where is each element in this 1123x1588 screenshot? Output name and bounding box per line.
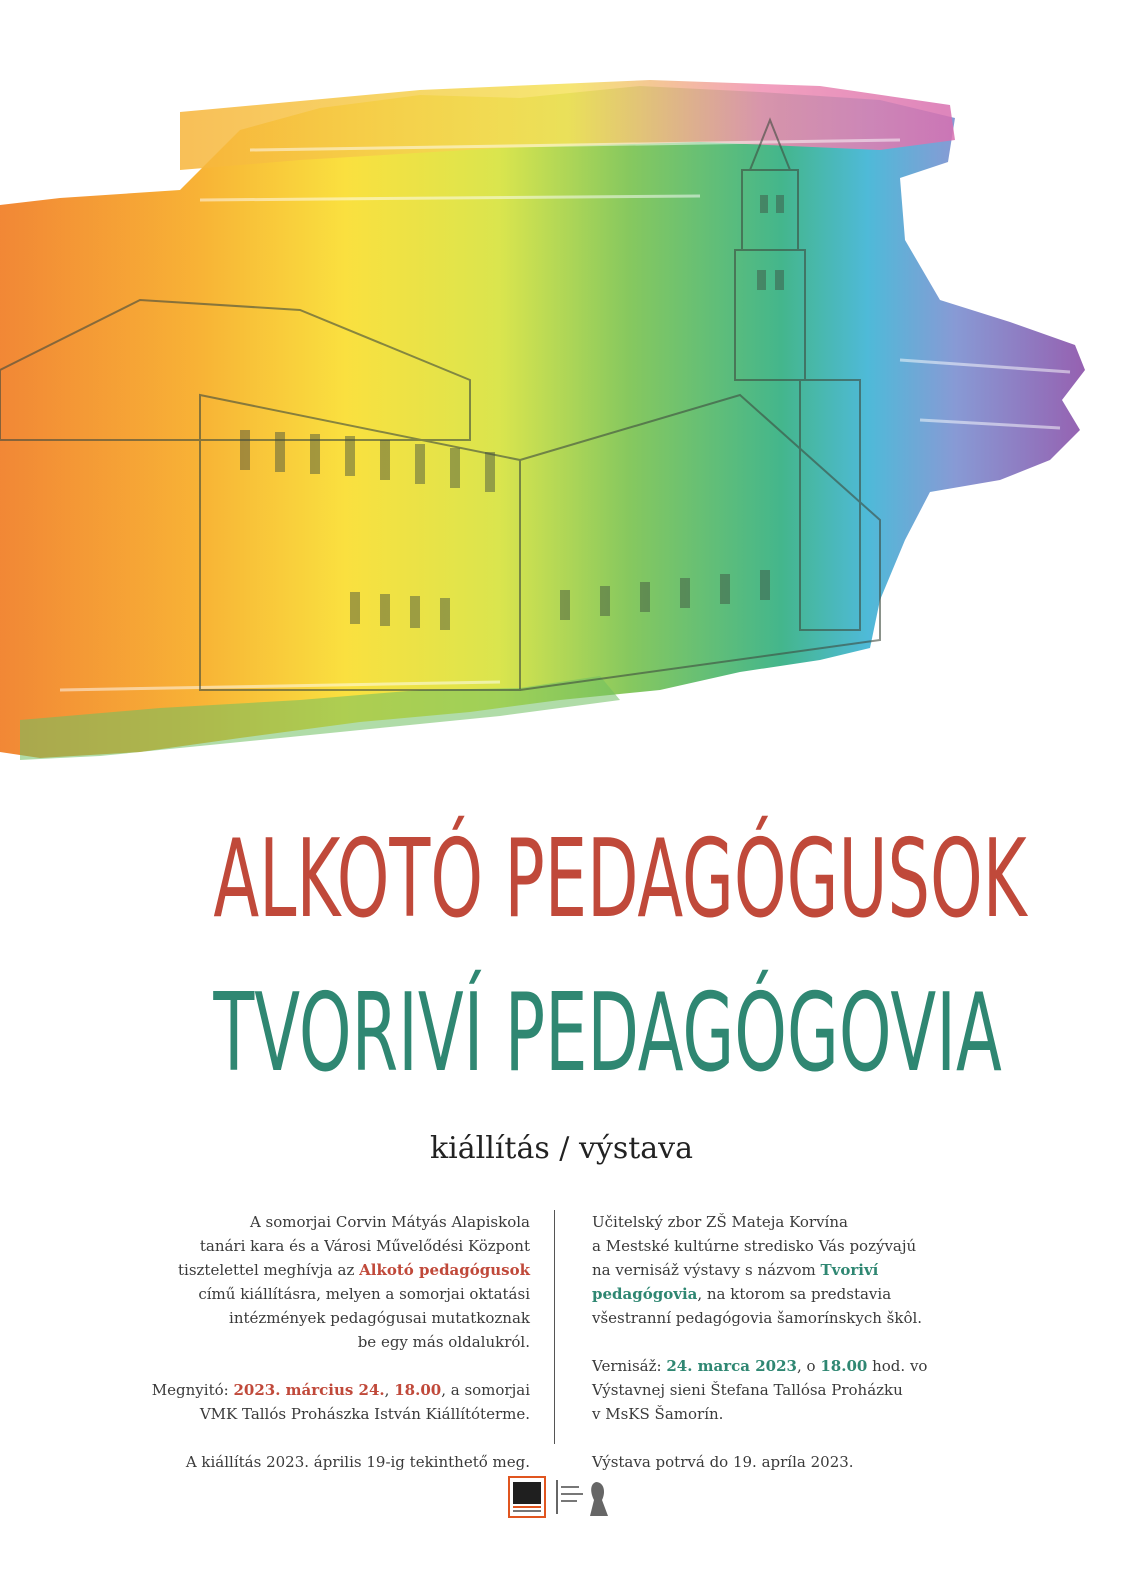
hungarian-invitation-paragraph: A somorjai Corvin Mátyás Alapiskola tanári kara és a Városi Művelődési Központ tisztelettel meghívja az Alkotó pedagógusok című kiállításra, melyen a somorjai oktatási intézmények pedagógusai mutatkoznak be egy más oldalukról. <box>178 1213 530 1351</box>
opening-date-hu: 2023. március 24. <box>233 1381 385 1399</box>
exhibition-name-sk-1: Tvoriví <box>820 1261 879 1279</box>
title-hungarian: ALKOTÓ PEDAGÓGUSOK <box>213 817 1027 942</box>
hungarian-duration-paragraph: A kiállítás 2023. április 19-ig tekinthető meg. <box>185 1453 530 1471</box>
title-slovak: TVORIVÍ PEDAGÓGOVIA <box>213 971 1002 1096</box>
opening-date-sk: 24. marca 2023 <box>666 1357 797 1375</box>
column-divider <box>554 1210 555 1444</box>
subtitle: kiállítás / výstava <box>429 1131 694 1166</box>
slovak-opening-paragraph: Vernisáž: 24. marca 2023, o 18.00 hod. vo Výstavnej sieni Štefana Tallósa Proházku v MsKS Šamorín. <box>592 1357 928 1423</box>
slovak-text-column <box>592 1210 1012 1498</box>
exhibition-name-hu: Alkotó pedagógusok <box>359 1261 530 1279</box>
exhibition-name-sk-2: pedagógovia <box>592 1285 698 1303</box>
sponsor-logos <box>508 1476 618 1524</box>
hungarian-text-column <box>110 1210 530 1498</box>
slovak-duration-paragraph: Výstava potrvá do 19. apríla 2023. <box>592 1453 854 1471</box>
opening-time-hu: 18.00 <box>394 1381 442 1399</box>
slovak-invitation-paragraph: Učitelský zbor ZŠ Mateja Korvína a Mestské kultúrne stredisko Vás pozývajú na vernisáž výstavy s názvom Tvoriví pedagógovia, na ktorom sa predstavia všestranní pedagógovia šamorínskych škôl. <box>592 1213 923 1327</box>
hungarian-opening-paragraph: Megnyitó: 2023. március 24., 18.00, a somorjai VMK Tallós Prohászka István Kiállítóterme. <box>151 1381 530 1423</box>
opening-time-sk: 18.00 <box>820 1357 868 1375</box>
mks-vmk-logo <box>509 1477 545 1517</box>
tallos-prohaszka-logo <box>556 1480 608 1516</box>
